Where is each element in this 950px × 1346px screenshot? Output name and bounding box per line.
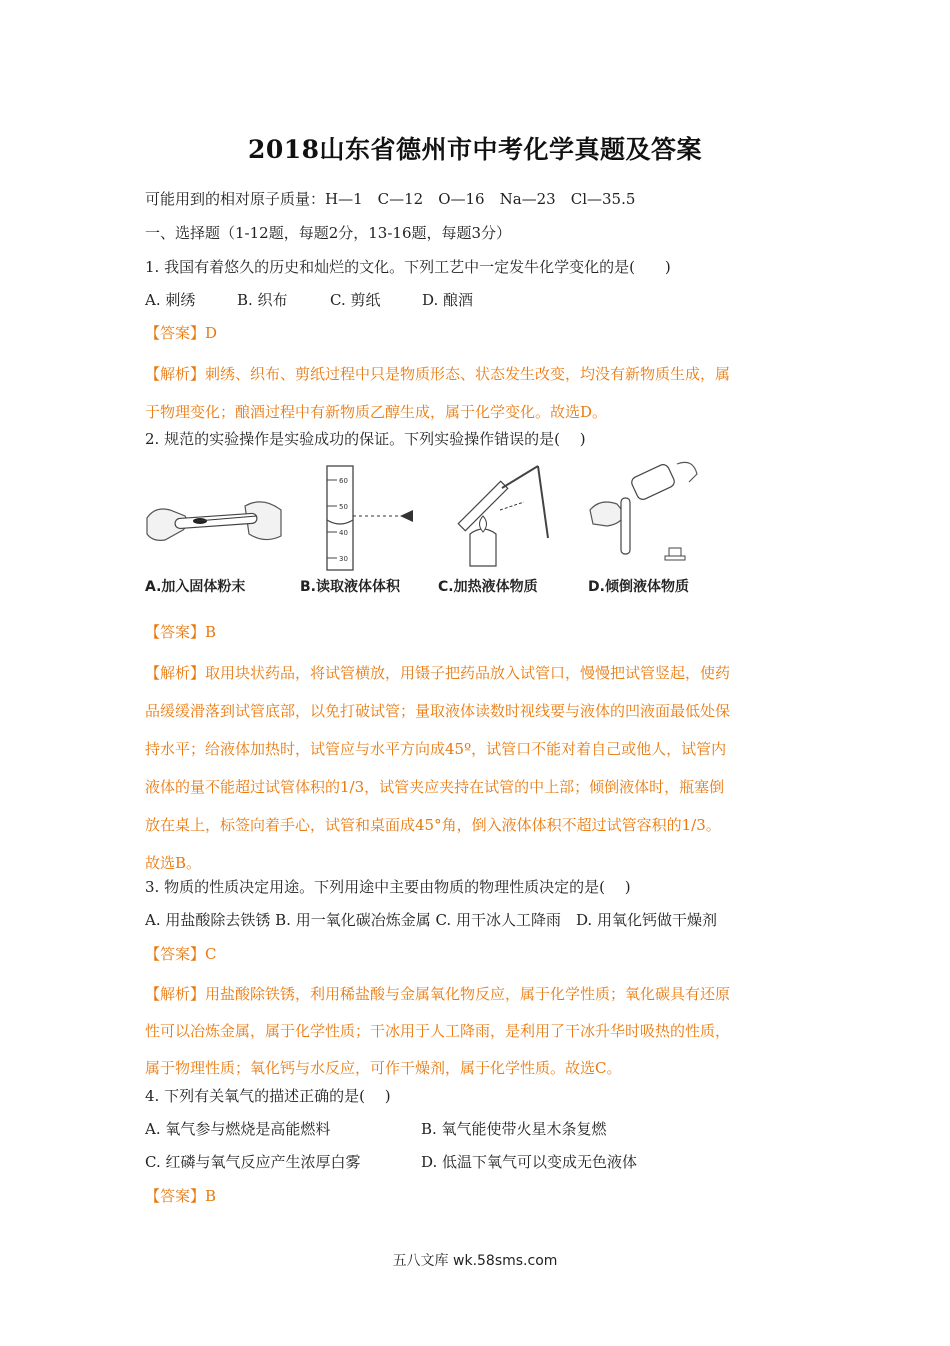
q2-analysis-line: 取用块状药品，将试管横放，用镊子把药品放入试管口，慢慢把试管竖起，使药 [205, 664, 731, 682]
q2-analysis-line: 故选B。 [145, 854, 202, 872]
q4-stem: 4. 下列有关氧气的描述正确的是( ) [145, 1087, 391, 1105]
q4-options-row1 [145, 1118, 815, 1139]
q1-options [145, 289, 815, 310]
q3-analysis-line: 属于物理性质；氧化钙与水反应，可作干燥剂，属于化学性质。故选C。 [145, 1059, 622, 1077]
figure-caption-b: B.读取液体体积 [300, 579, 400, 595]
pouring-liquid-figure [585, 458, 715, 573]
q3-stem: 3. 物质的性质决定用途。下列用途中主要由物质的物理性质决定的是( ) [145, 878, 631, 896]
figure-caption-a: A.加入固体粉末 [145, 579, 246, 595]
tick-label: 30 [339, 555, 348, 563]
q1-stem: 1. 我国有着悠久的历史和灿烂的文化。下列工艺中一定发牛化学变化的是( ) [145, 258, 671, 276]
q1-analysis-line: 于物理变化；酿酒过程中有新物质乙醇生成，属于化学变化。故选D。 [145, 403, 608, 421]
q4-options-row2 [145, 1151, 815, 1172]
q3-answer [145, 943, 815, 964]
q1-analysis [145, 355, 805, 431]
q4-option-b: B. 氧气能使带火星木条复燃 [421, 1120, 607, 1138]
tick-label: 60 [339, 477, 348, 485]
figure-caption-d: D.倾倒液体物质 [588, 579, 689, 595]
heating-liquid-figure [440, 458, 570, 573]
analysis-tag: 【解析】 [145, 985, 206, 1003]
q4-option-d: D. 低温下氧气可以变成无色液体 [421, 1153, 638, 1171]
answer-tag: 【答案】 [145, 1187, 206, 1205]
answer-tag: 【答案】 [145, 324, 206, 342]
q2-analysis [145, 654, 805, 882]
q1-option-b: B. 织布 [237, 291, 288, 309]
figure-caption-c: C.加热液体物质 [438, 579, 538, 595]
answer-tag: 【答案】 [145, 945, 206, 963]
q3-options: A. 用盐酸除去铁锈 B. 用一氧化碳冶炼金属 C. 用干冰人工降雨 D. 用氧化钙做干燥剂 [145, 911, 717, 929]
answer-tag: 【答案】 [145, 623, 206, 641]
atomic-masses: 可能用到的相对原子质量：H—1 C—12 O—16 Na—23 Cl—35.5 [145, 190, 636, 208]
q3-analysis [145, 976, 805, 1087]
q1-option-c: C. 剪纸 [330, 291, 381, 309]
q3-analysis-line: 用盐酸除铁锈，利用稀盐酸与金属氧化物反应，属于化学性质；氧化碳具有还原 [205, 985, 731, 1003]
section-heading: 一、选择题（1-12题，每题2分，13-16题，每题3分） [145, 224, 512, 242]
q2-analysis-line: 品缓缓滑落到试管底部，以免打破试管；量取液体读数时视线要与液体的凹液面最低处保 [145, 702, 731, 720]
q1-answer-value: D [205, 324, 218, 342]
q2-stem: 2. 规范的实验操作是实验成功的保证。下列实验操作错误的是( ) [145, 430, 586, 448]
q1-option-d: D. 酿酒 [422, 291, 474, 309]
graduated-cylinder-figure [305, 458, 425, 573]
q2-figures [140, 458, 720, 603]
analysis-tag: 【解析】 [145, 365, 206, 383]
add-powder-figure [145, 458, 285, 568]
q2-answer [145, 621, 815, 642]
q4-option-a: A. 氧气参与燃烧是高能燃料 [145, 1120, 331, 1138]
q4-answer [145, 1185, 815, 1206]
q2-analysis-line: 持水平；给液体加热时，试管应与水平方向成45º，试管口不能对着自己或他人，试管内 [145, 740, 727, 758]
analysis-tag: 【解析】 [145, 664, 206, 682]
q1-option-a: A. 刺绣 [145, 291, 196, 309]
q3-analysis-line: 性可以冶炼金属，属于化学性质；干冰用于人工降雨，是利用了干冰升华时吸热的性质， [145, 1022, 731, 1040]
q4-option-c: C. 红磷与氧气反应产生浓厚白雾 [145, 1153, 361, 1171]
q2-answer-value: B [205, 623, 217, 641]
q3-answer-value: C [205, 945, 217, 963]
q2-analysis-line: 液体的量不能超过试管体积的1/3，试管夹应夹持在试管的中上部；倾倒液体时，瓶塞倒 [145, 778, 725, 796]
tick-label: 40 [339, 529, 348, 537]
q4-answer-value: B [205, 1187, 217, 1205]
page-footer: 五八文库 wk.58sms.com [392, 1253, 558, 1269]
page-title: 2018山东省德州市中考化学真题及答案 [247, 135, 703, 164]
tick-label: 50 [339, 503, 348, 511]
q2-analysis-line: 放在桌上，标签向着手心，试管和桌面成45°角，倒入液体体积不超过试管容积的1/3。 [145, 816, 721, 834]
q1-answer [145, 322, 815, 343]
q1-analysis-line: 刺绣、织布、剪纸过程中只是物质形态、状态发生改变，均没有新物质生成，属 [205, 365, 731, 383]
